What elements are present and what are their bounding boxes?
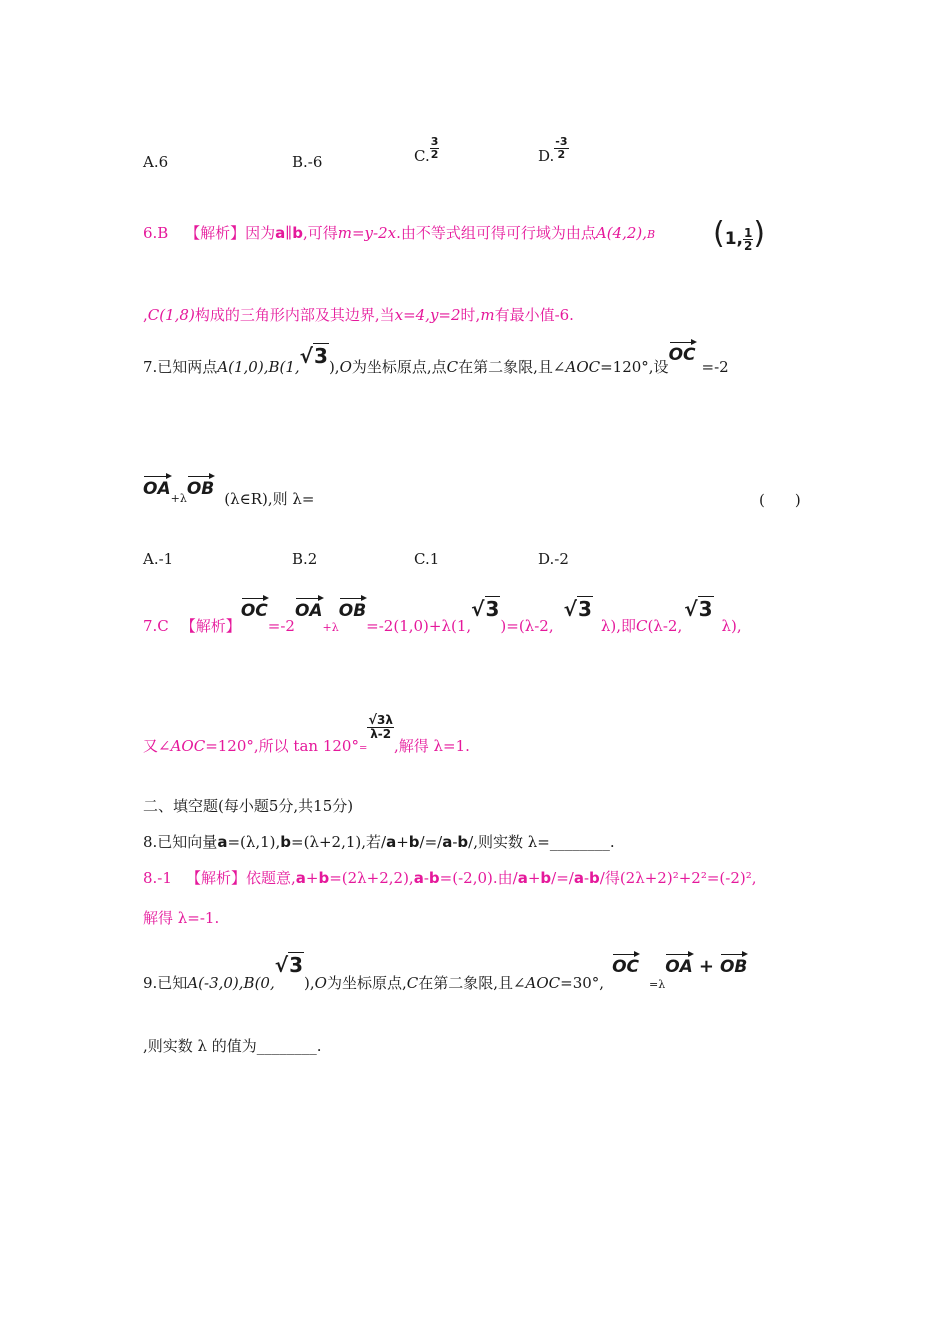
q7-option-b: B.2 (292, 550, 318, 568)
answer-6-line-2: ,C(1,8)构成的三角形内部及其边界,当x=4,y=2时,m有最小值-6. (143, 306, 574, 324)
vector-oa: OA (295, 596, 323, 621)
vector-ob: OB (339, 596, 366, 621)
sqrt-3: √3 (684, 597, 713, 621)
q7-option-a: A.-1 (143, 550, 174, 568)
answer-number: 6.B (143, 224, 169, 242)
question-7-line-1: 7.已知两点A(1,0),B(1,√3),O为坐标原点,点C在第二象限,且∠AOC=120°,设OC=-2 (143, 352, 729, 377)
sqrt-3: √3 (274, 953, 303, 977)
q7-option-d: D.-2 (538, 550, 569, 568)
question-7-line-2: $OA_{+\lambda}OB$ (λ∈R),则 λ= (143, 474, 314, 499)
section-2-title: 二、填空题(每小题5分,共15分) (143, 797, 354, 815)
vector-oa: OA (665, 952, 693, 977)
q7-option-c: C.1 (414, 550, 440, 568)
answer-8-line-2: 解得 λ=-1. (143, 909, 220, 927)
fraction-3-2: $\frac{3}{2}$ (430, 135, 439, 161)
vector-oc: OC (241, 596, 268, 621)
answer-6-line-1: 6.B 【解析】因为a∥b,可得m=y-2x.由不等式组可得可行域为由点A(4,2),B (143, 224, 656, 242)
answer-bracket: ( ) (759, 491, 801, 509)
vector-oc: OC (612, 952, 639, 977)
vector-ob: OB (187, 474, 214, 499)
sqrt-3: √3 (563, 597, 592, 621)
sqrt-3: √3 (471, 597, 500, 621)
analysis-tag: 【解析】 (185, 224, 246, 242)
question-9-line-1: 9.已知A(-3,0),B(0,√3),O为坐标原点,C在第二象限,且$\angle AOC=30^\circ,OC_{=\lambda}OA$ + OB (143, 953, 748, 992)
question-8: 8.已知向量a=(λ,1),b=(λ+2,1),若/a+b/=/a-b/,则实数 λ=________. (143, 833, 615, 851)
answer-number: 8.-1 (143, 869, 172, 887)
analysis-tag: 【解析】 (185, 869, 246, 887)
answer-8-line-1: 8.-1 【解析】依题意,a+b=(2λ+2,2),a-b=(-2,0).由/a+b/=/a-b/得(2λ+2)²+2²=(-2)², (143, 869, 757, 887)
vector-ob: OB (720, 952, 747, 977)
q5-option-c: C. $\frac{3}{2}$ (414, 135, 439, 165)
fraction-sqrt3-lambda: $\frac{√3\lambda}{\lambda-2}$ (368, 713, 393, 741)
analysis-tag: 【解析】 (180, 617, 241, 635)
question-9-line-2: ,则实数 λ 的值为________. (143, 1037, 322, 1055)
point-b-coordinates: (1, $\frac{1}{2}$ ) (713, 216, 766, 253)
fraction-neg3-2: $\frac{-3}{2}$ (555, 135, 568, 161)
q5-option-a: A.6 (143, 153, 169, 171)
answer-7-line-2: 又∠AOC=120°,所以 $\tan 120^\circ_=$ $\frac{√3\lambda}{\lambda-2}$ ,解得 λ=1. (143, 713, 470, 755)
answer-number: 7.C (143, 617, 169, 635)
vector-oc: OC (669, 340, 696, 365)
answer-7-line-1: 7.C 【解析】$OC=-2OA_{+\lambda}OB=-2(1,0)+\lambda(1,√3)=(\lambda-2,√3\lambda)$,即C(λ-2,√3λ), (143, 597, 742, 635)
sqrt-3: √3 (299, 344, 328, 368)
q5-option-b: B.-6 (292, 153, 323, 171)
vector-oa: OA (143, 474, 171, 499)
q5-option-d: D. $\frac{-3}{2}$ (538, 135, 568, 165)
